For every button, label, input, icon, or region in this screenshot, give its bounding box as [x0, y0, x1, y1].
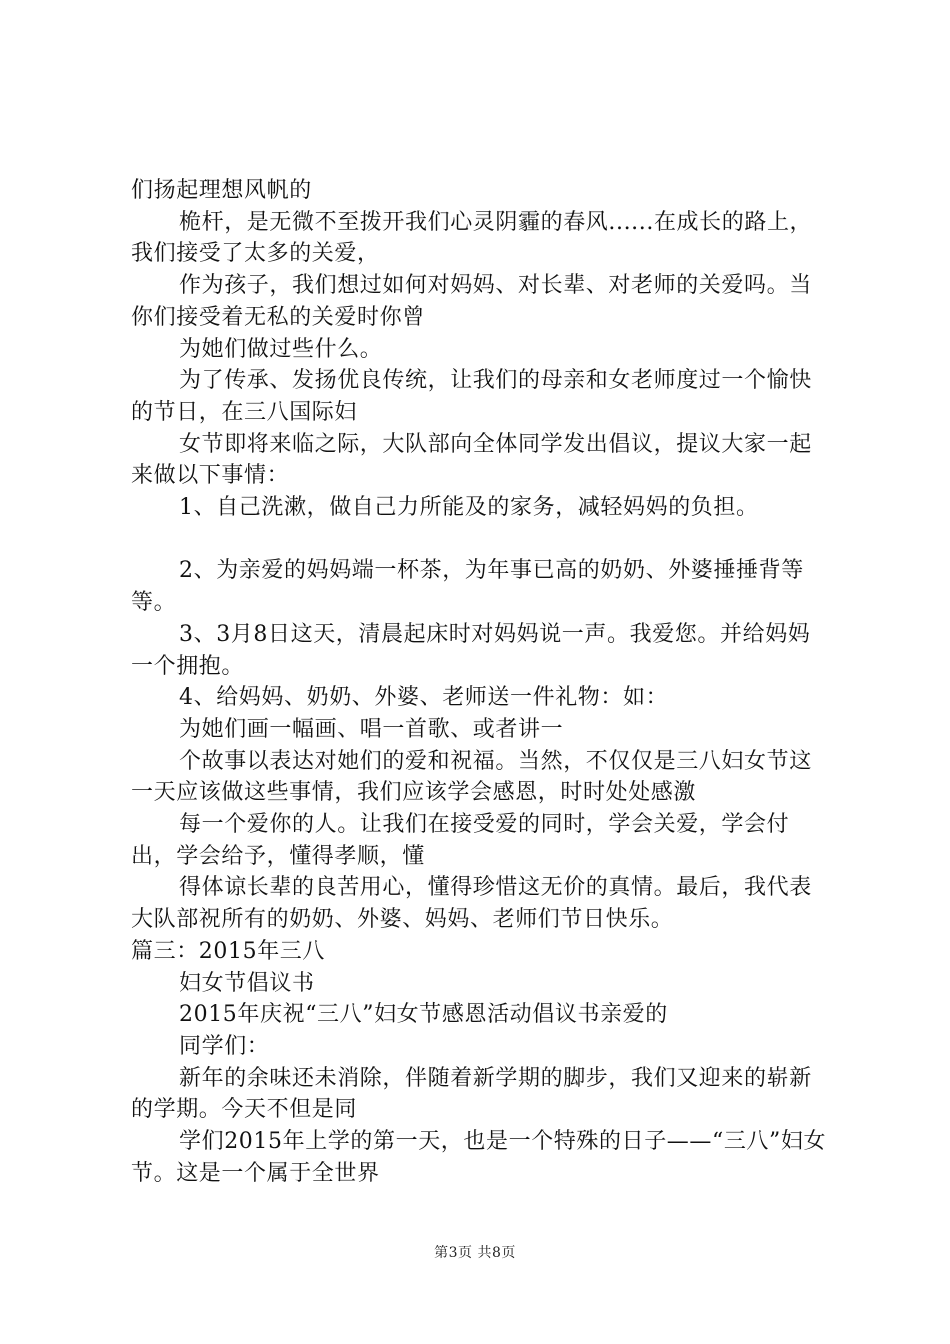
- paragraph: 篇三：2015年三八: [131, 938, 325, 964]
- paragraph: 2015年庆祝“三八”妇女节感恩活动倡议书亲爱的: [179, 1002, 668, 1028]
- paragraph: 得体谅长辈的良苦用心，懂得珍惜这无价的真情。最后，我代表大队部祝所有的奶奶、外婆、妈妈、老师们节日快乐。: [131, 875, 812, 933]
- paragraph: 同学们：: [179, 1033, 270, 1059]
- paragraph: 为她们画一幅画、唱一首歌、或者讲一: [179, 716, 564, 742]
- paragraph: 4、给妈妈、奶奶、外婆、老师送一件礼物：如：: [179, 685, 669, 711]
- paragraph: 为了传承、发扬优良传统，让我们的母亲和女老师度过一个愉快的节日，在三八国际妇: [131, 368, 812, 425]
- paragraph: 个故事以表达对她们的爱和祝福。当然，不仅仅是三八妇女节这一天应该做这些事情，我们应该学会感恩，时时处处感激: [131, 748, 812, 806]
- paragraph: 女节即将来临之际，大队部向全体同学发出倡议，提议大家一起来做以下事情：: [131, 431, 812, 489]
- paragraph: 学们2015年上学的第一天，也是一个特殊的日子——“三八”妇女节。这是一个属于全世界: [131, 1129, 827, 1186]
- paragraph: 桅杆，是无微不至拨开我们心灵阴霾的春风......在成长的路上，我们接受了太多的关爱，: [131, 209, 813, 267]
- paragraph: 为她们做过些什么。: [179, 336, 383, 362]
- paragraph: 每一个爱你的人。让我们在接受爱的同时，学会关爱，学会付出，学会给予，懂得孝顺，懂: [131, 812, 790, 869]
- paragraph: 们扬起理想风帆的: [131, 178, 312, 203]
- paragraph: 2、为亲爱的妈妈端一杯茶，为年事已高的奶奶、外婆捶捶背等等。: [131, 558, 804, 616]
- document-body: [131, 175, 831, 1189]
- blank-line: [131, 524, 831, 556]
- paragraph: 3、3月8日这天，清晨起床时对妈妈说一声。我爱您。并给妈妈一个拥抱。: [131, 621, 811, 679]
- paragraph: 作为孩子，我们想过如何对妈妈、对长辈、对老师的关爱吗。当你们接受着无私的关爱时你曾: [131, 273, 812, 330]
- paragraph: 1、自己洗漱，做自己力所能及的家务，减轻妈妈的负担。: [179, 495, 759, 521]
- paragraph: 新年的余味还未消除，伴随着新学期的脚步，我们又迎来的崭新的学期。今天不但是同: [131, 1065, 812, 1123]
- page-footer: 第3页 共8页: [434, 1245, 516, 1261]
- paragraph: 妇女节倡议书: [179, 970, 315, 996]
